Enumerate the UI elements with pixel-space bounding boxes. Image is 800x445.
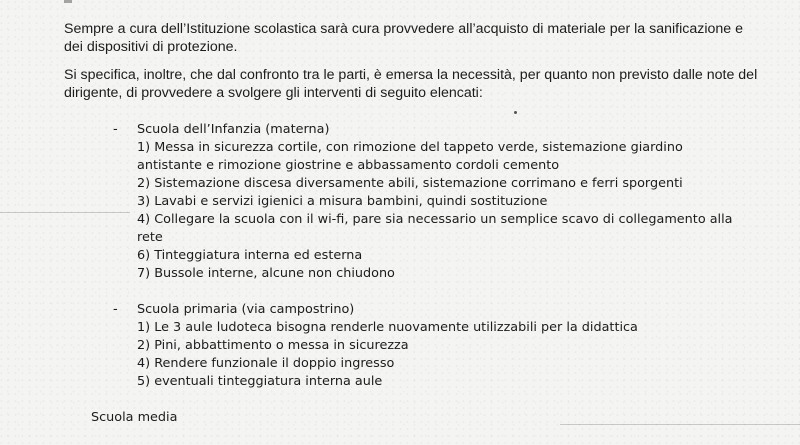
list-item: 1) Le 3 aule ludoteca bisogna renderle nuovamente utilizzabili per la didattica — [137, 320, 638, 335]
paragraph-interventions-intro: Si specifica, inoltre, che dal confronto tra le parti, è emersa la necessità, per quanto non previsto dalle note del dirigente, di provvedere a svolgere gli interventi di seguito elencati: — [64, 67, 758, 101]
section-title-primaria: Scuola primaria (via campostrino) — [137, 302, 355, 317]
list-item: 7) Bussole interne, alcune non chiudono — [137, 266, 395, 281]
list-dash: - — [113, 122, 118, 137]
list-item: 2) Pini, abbattimento o messa in sicurezza — [137, 338, 409, 353]
list-item: 3) Lavabi e servizi igienici a misura bambini, quindi sostituzione — [137, 194, 548, 209]
paragraph-sanitization: Sempre a cura dell’Istituzione scolastica sarà cura provvedere all’acquisto di materiale per la sanificazione e dei dispositivi di protezione. — [64, 21, 743, 55]
list-item: 2) Sistemazione discesa diversamente abili, sistemazione corrimano e ferri sporgenti — [137, 176, 683, 191]
list-item-continuation: rete — [137, 230, 163, 245]
list-item: 4) Rendere funzionale il doppio ingresso — [137, 356, 395, 371]
scan-line-artifact — [560, 424, 800, 425]
list-item: 1) Messa in sicurezza cortile, con rimozione del tappeto verde, sistemazione giardino — [137, 140, 683, 155]
list-dash: - — [113, 302, 118, 317]
section-title-media: Scuola media — [91, 410, 178, 425]
scan-line-artifact — [0, 212, 130, 213]
list-item-continuation: antistante e rimozione giostrine e abbassamento cordoli cemento — [137, 158, 560, 173]
list-item: 4) Collegare la scuola con il wi-fi, pare sia necessario un semplice scavo di collegamento alla — [137, 212, 733, 227]
list-item: 6) Tinteggiatura interna ed esterna — [137, 248, 363, 263]
section-title-infanzia: Scuola dell’Infanzia (materna) — [137, 122, 330, 137]
list-item: 5) eventuali tinteggiatura interna aule — [137, 374, 383, 389]
scan-speck — [514, 111, 517, 114]
cropped-text-fragment — [64, 0, 72, 3]
